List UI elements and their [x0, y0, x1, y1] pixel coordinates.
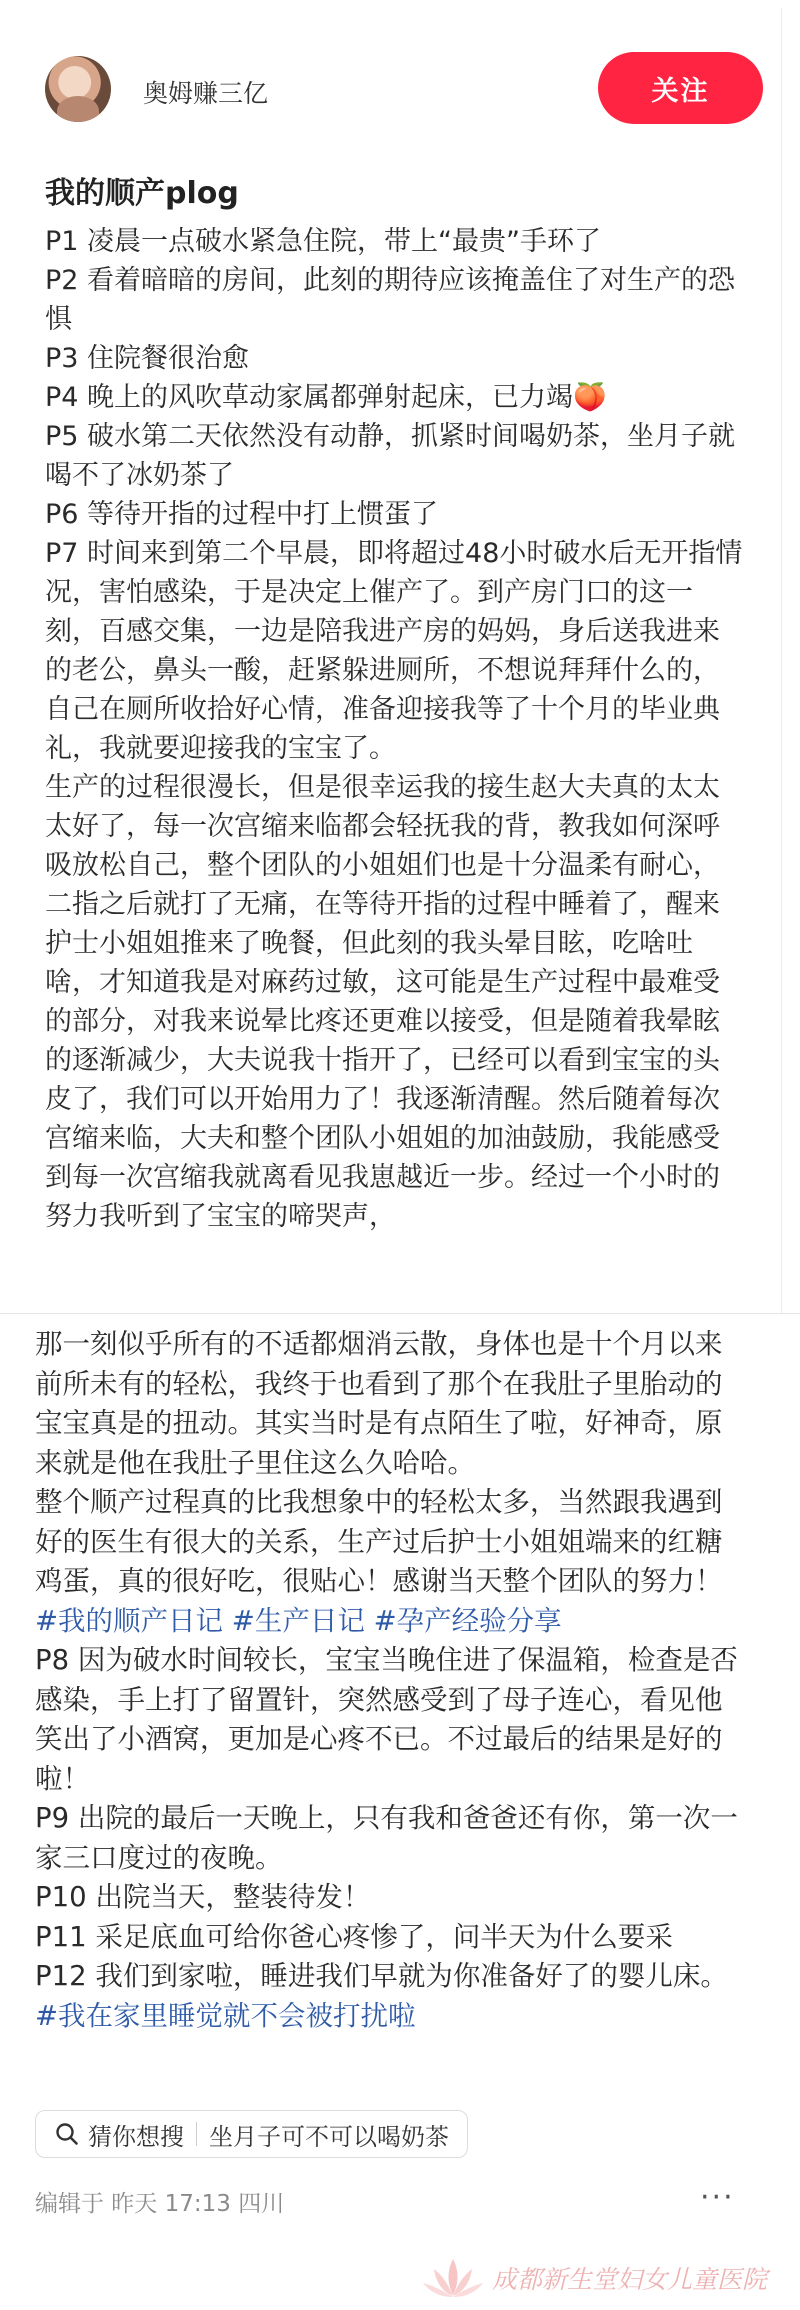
lotus-icon	[420, 2253, 486, 2303]
edit-info: 编辑于 昨天 17:13 四川	[35, 2191, 285, 2217]
paragraph-moment: 那一刻似乎所有的不适都烟消云散，身体也是十个月以来前所未有的轻松，我终于也看到了那个在我肚子里胎动的宝宝真是的扭动。其实当时是有点陌生了啦，好神奇，原来就是他在我肚子里住这么久哈哈。	[35, 1328, 723, 1479]
paragraph-p11: P11 采足底血可给你爸心疼惨了，问半天为什么要采	[35, 1920, 673, 1953]
paragraph-p4: P4 晚上的风吹草动家属都弹射起床，已力竭🍑	[45, 382, 607, 413]
author-name[interactable]: 奥姆赚三亿	[143, 79, 269, 108]
paragraph-p10: P10 出院当天，整装待发！	[35, 1881, 371, 1913]
paragraph-summary	[35, 1483, 745, 1641]
watermark-text: 成都新生堂妇女儿童医院	[492, 2265, 768, 2294]
paragraph-p7: P7 时间来到第二个早晨，即将超过48小时破水后无开指情况，害怕感染，于是决定上催产了。到产房门口的这一刻，百感交集，一边是陪我进产房的妈妈，身后送我进来的老公，鼻头一酸，赶紧躲进厕所，不想说拜拜什么的，自己在厕所收拾好心情，准备迎接我等了十个月的毕业典礼，我就要迎接我的宝宝了。	[45, 538, 743, 764]
summary-text: 整个顺产过程真的比我想象中的轻松太多，当然跟我遇到好的医生有很大的关系，生产过后护士小姐姐端来的红糖鸡蛋，真的很好吃，很贴心！感谢当天整个团队的努力！	[35, 1486, 723, 1597]
hashtag-link[interactable]: #孕产经验分享	[373, 1604, 562, 1637]
hospital-watermark	[420, 2250, 800, 2306]
post-body-top	[45, 222, 745, 1236]
paragraph-p8: P8 因为破水时间较长，宝宝当晚住进了保温箱，检查是否感染，手上打了留置针，突然感受到了母子连心，看见他笑出了小酒窝，更加是心疼不已。不过最后的结果是好的啦！	[35, 1644, 738, 1795]
related-search-chip[interactable]	[35, 2110, 468, 2158]
hashtag-link[interactable]: #我的顺产日记	[35, 1604, 224, 1637]
divider	[196, 2122, 197, 2146]
post-title: 我的顺产plog	[45, 176, 239, 211]
paragraph-p1: P1 凌晨一点破水紧急住院，带上“最贵”手环了	[45, 226, 602, 257]
search-icon	[54, 2121, 80, 2147]
search-chip-query[interactable]: 坐月子可不可以喝奶茶	[209, 2122, 449, 2151]
paragraph-p2: P2 看着暗暗的房间，此刻的期待应该掩盖住了对生产的恐惧	[45, 265, 736, 335]
paragraph-p9: P9 出院的最后一天晚上，只有我和爸爸还有你，第一次一家三口度过的夜晚。	[35, 1802, 738, 1874]
paragraph-birth-process: 生产的过程很漫长，但是很幸运我的接生赵大夫真的太太太好了，每一次宫缩来临都会轻抚我的背，教我如何深呼吸放松自己，整个团队的小姐姐们也是十分温柔有耐心，二指之后就打了无痛，在等待开指的过程中睡着了，醒来护士小姐姐推来了晚餐，但此刻的我头晕目眩，吃啥吐啥，才知道我是对麻药过敏，这可能是生产过程中最难受的部分，对我来说晕比疼还更难以接受，但是随着我晕眩的逐渐减少，大夫说我十指开了，已经可以看到宝宝的头皮了，我们可以开始用力了！我逐渐清醒。然后随着每次宫缩来临，大夫和整个团队小姐姐的加油鼓励，我能感受到每一次宫缩我就离看见我崽越近一步。经过一个小时的努力我听到了宝宝的啼哭声，	[45, 772, 720, 1232]
more-dots-icon[interactable]: ···	[700, 2180, 735, 2215]
follow-button[interactable]: 关注	[598, 52, 763, 124]
hashtag-link[interactable]: #我在家里睡觉就不会被打扰啦	[35, 1999, 416, 2032]
paragraph-p5: P5 破水第二天依然没有动静，抓紧时间喝奶茶，坐月子就喝不了冰奶茶了	[45, 421, 736, 491]
search-chip-label: 猜你想搜	[88, 2122, 184, 2151]
paragraph-p12	[35, 1957, 745, 2036]
post-body-bottom	[35, 1325, 745, 2036]
post-header	[45, 52, 745, 128]
p12-text: P12 我们到家啦，睡进我们早就为你准备好了的婴儿床。	[35, 1960, 728, 1992]
avatar[interactable]	[45, 56, 111, 122]
paragraph-p6: P6 等待开指的过程中打上惯蛋了	[45, 499, 439, 530]
paragraph-p3: P3 住院餐很治愈	[45, 343, 250, 374]
hashtag-link[interactable]: #生产日记	[231, 1604, 365, 1637]
